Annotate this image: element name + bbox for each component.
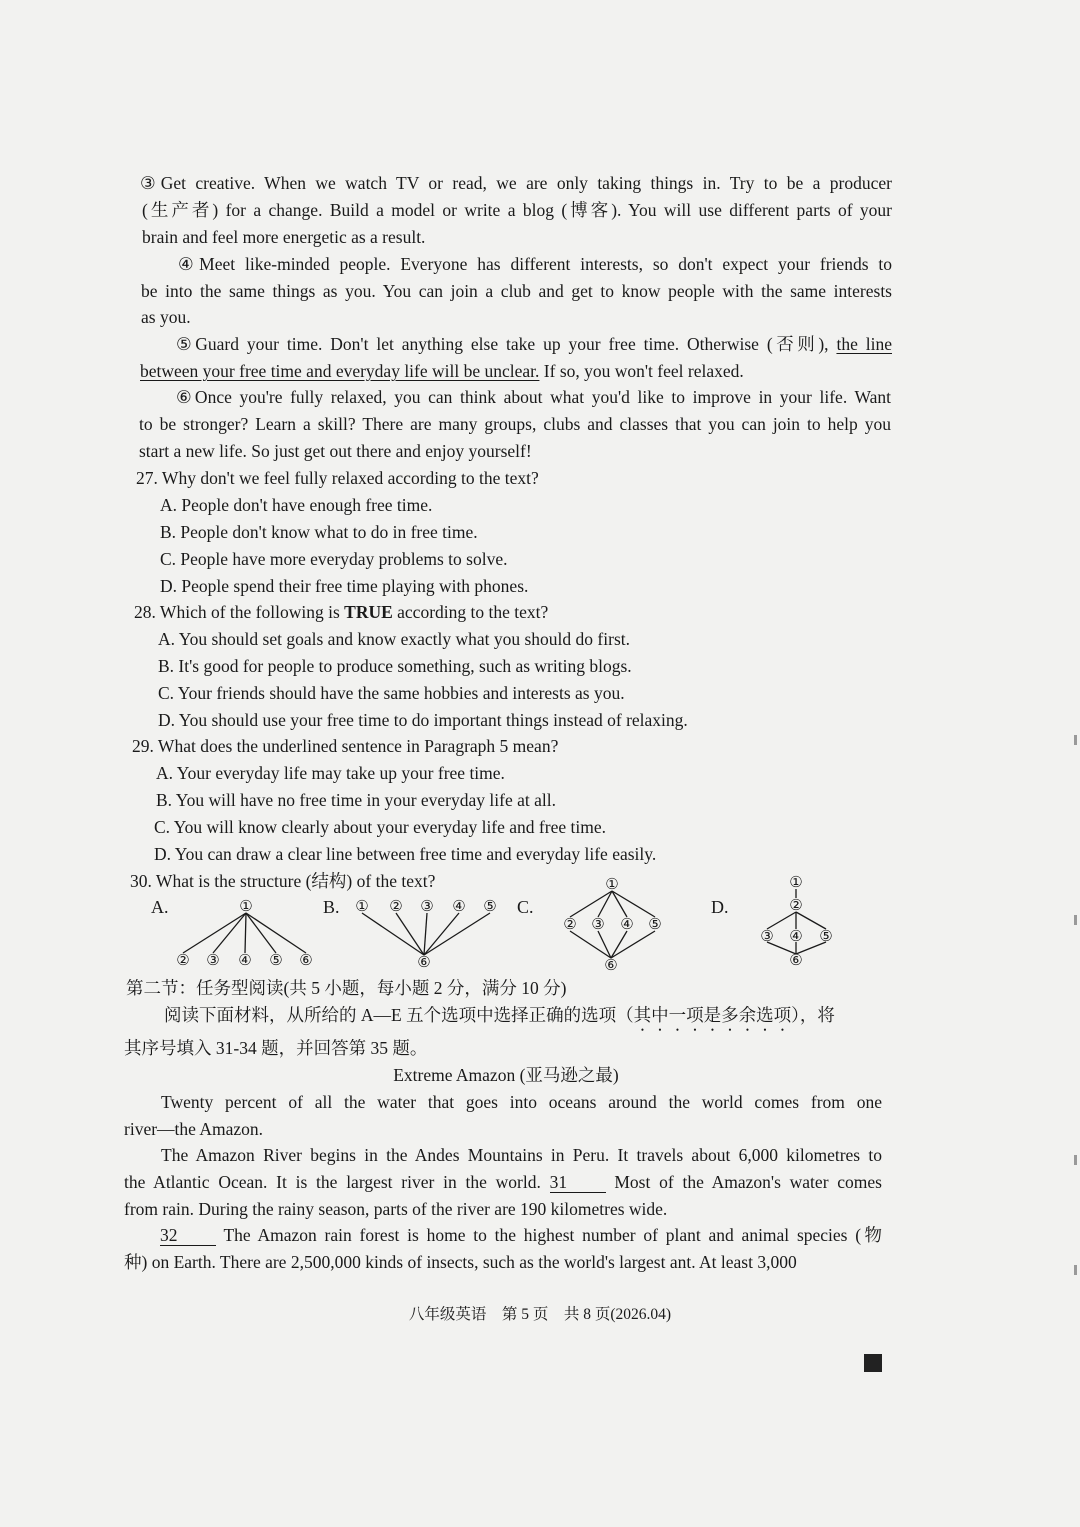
diagram-c-node-6: ⑥: [604, 956, 618, 974]
diagram-c-node-5: ⑤: [648, 915, 662, 933]
diagram-b-node-3: ③: [420, 897, 434, 915]
paragraph-6-line-2: to be stronger? Learn a skill? There are many groups, clubs and classes that you can join to help you: [139, 414, 891, 434]
question-29-option-c: C. You will know clearly about your everyday life and free time.: [154, 817, 606, 837]
underlined-sentence-part-1: the line: [836, 334, 892, 354]
diagram-d-node-2: ②: [789, 896, 803, 914]
diagram-c-node-4: ④: [620, 915, 634, 933]
passage-para-2-post: Most of the Amazon's water comes: [605, 1172, 882, 1192]
corner-marker: [864, 1354, 882, 1372]
scan-mark: [1074, 915, 1077, 925]
instruction-text-pre: 阅读下面材料，从所给的 A—E 五个选项中选择正确的选项（: [164, 1005, 634, 1025]
diagram-d-node-1: ①: [789, 873, 803, 891]
scan-mark: [1074, 1155, 1077, 1165]
paragraph-3-line-2: (生产者) for a change. Build a model or write a blog (博客). You will use different parts of your: [142, 200, 892, 220]
question-29-option-a: A. Your everyday life may take up your free time.: [156, 763, 505, 783]
passage-para-3-line-2: 种) on Earth. There are 2,500,000 kinds of insects, such as the world's largest ant. At least 3,000: [124, 1252, 797, 1272]
scan-mark: [1074, 735, 1077, 745]
passage-para-3-line-1: [160, 1222, 882, 1248]
section-2-heading: 第二节：任务型阅读(共 5 小题，每小题 2 分，满分 10 分): [126, 978, 567, 998]
diagram-a-node-4: ④: [238, 951, 252, 969]
diagram-c-node-2: ②: [563, 915, 577, 933]
question-27-option-d: D. People spend their free time playing with phones.: [160, 576, 529, 596]
question-29-option-b: B. You will have no free time in your everyday life at all.: [156, 790, 556, 810]
diagram-b-node-6: ⑥: [417, 953, 431, 971]
section-2-instruction-line-1: [164, 1002, 835, 1035]
diagram-b-node-2: ②: [389, 897, 403, 915]
diagram-c-node-3: ③: [591, 915, 605, 933]
question-28-option-d: D. You should use your free time to do important things instead of relaxing.: [158, 710, 688, 730]
option-d-label: D.: [711, 897, 729, 917]
blank-32: 32: [160, 1225, 216, 1246]
paragraph-3-line-1: ③Get creative. When we watch TV or read, we are only taking things in. Try to be a producer: [140, 173, 892, 193]
option-a-label: A.: [151, 897, 169, 917]
underlined-sentence-part-2: between your free time and everyday life will be unclear.: [140, 361, 540, 381]
instruction-emphasis: 其中一项是多余选项: [633, 1005, 792, 1025]
question-29-option-d: D. You can draw a clear line between free time and everyday life easily.: [154, 844, 657, 864]
passage-para-1-line-1: Twenty percent of all the water that goes into oceans around the world comes from one: [161, 1092, 882, 1112]
passage-para-2-pre: the Atlantic Ocean. It is the largest river in the world.: [124, 1172, 550, 1192]
diagram-d-node-6: ⑥: [789, 951, 803, 969]
option-c-label: C.: [517, 897, 534, 917]
paragraph-4-line-1: ④Meet like-minded people. Everyone has different interests, so don't expect your friends to: [178, 254, 892, 274]
question-27-option-c: C. People have more everyday problems to solve.: [160, 549, 508, 569]
diagram-a-node-5: ⑤: [269, 951, 283, 969]
paragraph-4-line-2: be into the same things as you. You can join a club and get to know people with the same interests: [141, 281, 892, 301]
diagram-d-node-3: ③: [760, 927, 774, 945]
question-28-stem-bold: TRUE: [344, 602, 393, 622]
page-footer: 八年级英语 第 5 页 共 8 页(2026.04): [408, 1306, 672, 1323]
question-28-option-a: A. You should set goals and know exactly what you should do first.: [158, 629, 630, 649]
paragraph-6-line-1: ⑥Once you're fully relaxed, you can think about what you'd like to improve in your life. Want: [176, 387, 891, 407]
section-2-instruction-line-2: 其序号填入 31-34 题，并回答第 35 题。: [124, 1038, 428, 1058]
diagram-d-node-4: ④: [789, 927, 803, 945]
question-28-stem-pre: 28. Which of the following is: [134, 602, 345, 622]
diagram-c-node-1: ①: [605, 875, 619, 893]
paragraph-5-rest: If so, you won't feel relaxed.: [539, 361, 744, 381]
diagram-b-node-4: ④: [452, 897, 466, 915]
question-27-option-b: B. People don't know what to do in free time.: [160, 522, 478, 542]
diagram-a-node-1: ①: [239, 897, 253, 915]
passage-para-1-line-2: river—the Amazon.: [124, 1119, 263, 1139]
instruction-text-post: ），将: [791, 1005, 835, 1025]
diagram-b-node-5: ⑤: [483, 897, 497, 915]
diagram-b-lines: [362, 913, 490, 955]
question-28-stem-post: according to the text?: [392, 602, 549, 622]
question-30-stem: 30. What is the structure (结构) of the text?: [130, 871, 436, 891]
passage-para-2-line-3: from rain. During the rainy season, parts of the river are 190 kilometres wide.: [124, 1199, 668, 1219]
passage-title: Extreme Amazon (亚马逊之最): [393, 1065, 619, 1085]
option-b-label: B.: [323, 897, 340, 917]
diagram-a-node-3: ③: [206, 951, 220, 969]
scan-mark: [1074, 1265, 1077, 1275]
passage-para-2-line-2: [124, 1169, 882, 1195]
question-28-option-c: C. Your friends should have the same hobbies and interests as you.: [158, 683, 625, 703]
passage-para-3-text: The Amazon rain forest is home to the highest number of plant and animal species (物: [216, 1225, 882, 1245]
paragraph-5-text: ⑤Guard your time. Don't let anything else take up your free time. Otherwise (否则),: [176, 334, 837, 354]
diagram-a-node-2: ②: [176, 951, 190, 969]
diagram-c-lines: [570, 891, 655, 958]
diagram-d-node-5: ⑤: [819, 927, 833, 945]
diagram-a-lines: [183, 913, 306, 953]
question-29-stem: 29. What does the underlined sentence in Paragraph 5 mean?: [132, 736, 559, 756]
paragraph-4-line-3: as you.: [141, 307, 191, 327]
diagram-a-node-6: ⑥: [299, 951, 313, 969]
question-28-option-b: B. It's good for people to produce something, such as writing blogs.: [158, 656, 632, 676]
question-27-option-a: A. People don't have enough free time.: [160, 495, 433, 515]
blank-31: 31: [550, 1172, 606, 1193]
question-27-stem: 27. Why don't we feel fully relaxed according to the text?: [136, 468, 539, 488]
paragraph-6-line-3: start a new life. So just get out there and enjoy yourself!: [139, 441, 532, 461]
diagram-b-node-1: ①: [355, 897, 369, 915]
paragraph-3-line-3: brain and feel more energetic as a result.: [142, 227, 426, 247]
passage-para-2-line-1: The Amazon River begins in the Andes Mountains in Peru. It travels about 6,000 kilometres to: [161, 1145, 882, 1165]
